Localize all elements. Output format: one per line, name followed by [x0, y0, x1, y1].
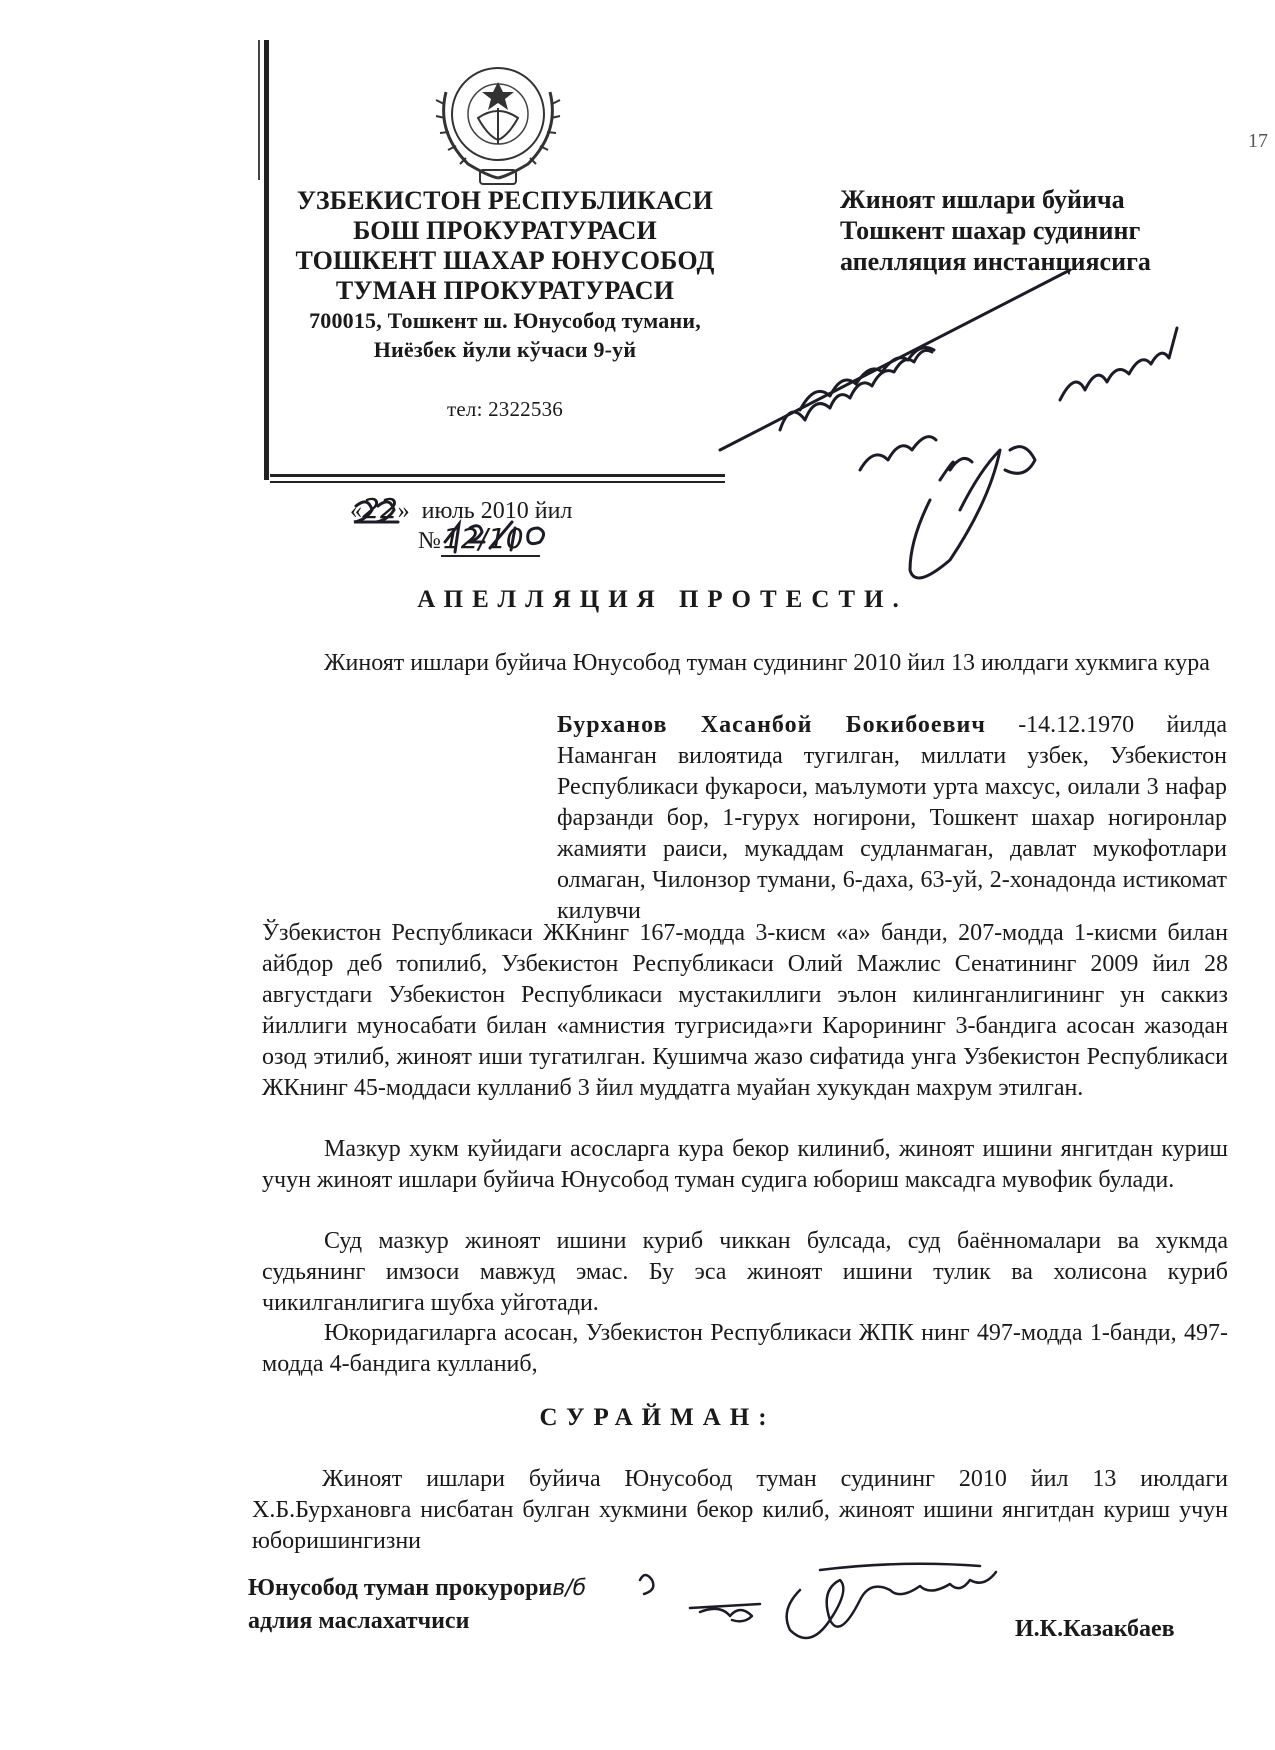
addressee-line-3: апелляция инстанциясига	[840, 247, 1151, 276]
addressee-line-2: Тошкент шахар судининг	[840, 216, 1141, 245]
basis-paragraph: Юкоридагиларга асосан, Узбекистон Республикаси ЖПК нинг 497-модда 1-банди, 497-модда 4-бандига кулланиб,	[262, 1320, 1228, 1377]
defendant-block	[557, 710, 1227, 927]
state-emblem-icon	[428, 52, 568, 188]
document-title: АПЕЛЛЯЦИЯ ПРОТЕСТИ.	[417, 586, 908, 613]
document-date	[350, 492, 572, 525]
date-open-quote: «	[350, 498, 362, 524]
org-address-1: 700015, Тошкент ш. Юнусобод тумани,	[309, 308, 701, 333]
addressee-block	[840, 184, 1260, 277]
grounds-paragraph: Мазкур хукм куйидаги асосларга кура бекор килиниб, жиноят ишини янгитдан куриш учун жиноят ишлари буйича Юнусобод туман судига юбориш максадга мувофик булади.	[262, 1136, 1228, 1193]
resolution-handwriting-icon	[720, 270, 1177, 578]
date-month-year: июль 2010 йил	[421, 498, 573, 524]
org-line-3: ТОШКЕНТ ШАХАР ЮНУСОБОД	[295, 246, 715, 275]
document-number	[418, 522, 540, 557]
org-line-2: БОШ ПРОКУРАТУРАСИ	[353, 216, 657, 245]
organization-header	[270, 186, 740, 424]
court-paragraph: Суд мазкур жиноят ишини куриб чиккан булсада, суд баённомалари ва хукмда судьянинг имзоси мавжуд эмас. Бу эса жиноят ишини тулик ва холисона куриб чикилганлигига шубха уйготади.	[262, 1228, 1228, 1316]
charge-paragraph: Ўзбекистон Республикаси ЖКнинг 167-модда 3-кисм «а» банди, 207-модда 1-кисми билан айбдор деб топилиб, Узбекистон Республикаси Олий Мажлис Сенатининг 2009 йил 28 августдаги Узбекистон Республикаси мустакиллиги эълон килинганлигининг ун саккиз йиллиги муносабати билан «амнистия тугрисида»ги Карорининг 3-бандига асосан жазодан озод этилиб, жиноят иши тугатилган. Кушимча жазо сифатида унга Узбекистон Республикаси ЖКнинг 45-моддаси кулланиб 3 йил муддатга муайан хукукдан махрум этилган.	[262, 920, 1228, 1101]
left-margin-rule-thin	[258, 40, 260, 180]
signature-icon	[640, 1564, 996, 1638]
number-value: 12/10	[442, 522, 524, 555]
left-margin-rule	[264, 40, 269, 480]
org-line-1: УЗБЕКИСТОН РЕСПУБЛИКАСИ	[296, 186, 714, 215]
addressee-line-1: Жиноят ишлари буйича	[840, 185, 1125, 214]
request-title: СУРАЙМАН:	[539, 1404, 776, 1431]
signatory-position	[248, 1572, 586, 1638]
org-phone: тел: 2322536	[447, 397, 563, 421]
org-line-4: ТУМАН ПРОКУРАТУРАСИ	[335, 276, 675, 305]
signatory-name: И.К.Казакбаев	[1015, 1616, 1175, 1642]
number-prefix: №	[418, 528, 441, 554]
request-paragraph: Жиноят ишлари буйича Юнусобод туман судининг 2010 йил 13 июлдаги Х.Б.Бурхановга нисбатан булган хукмини бекор килиб, жиноят ишини янгитдан куриш учун юборишингизни	[252, 1466, 1228, 1554]
date-day: 22	[362, 492, 398, 525]
signatory-handwritten-note: в/б	[552, 1576, 587, 1601]
margin-mark: 17	[1248, 130, 1268, 152]
header-rule-thick	[270, 474, 725, 477]
defendant-name: Бурханов Хасанбой Бокибоевич	[557, 712, 986, 738]
signatory-position-line-2: адлия маслахатчиси	[248, 1608, 470, 1634]
header-rule-thin	[270, 481, 725, 483]
intro-paragraph: Жиноят ишлари буйича Юнусобод туман судининг 2010 йил 13 июлдаги хукмига кура	[324, 650, 1210, 676]
defendant-details: -14.12.1970 йилда Наманган вилоятида тугилган, миллати узбек, Узбекистон Республикаси фукароси, маълумоти урта махсус, оилали 3 нафар фарзанди бор, 1-гурух ногирони, Тошкент шахар ногиронлар жамияти раиси, мукаддам судланмаган, давлат мукофотлари олмаган, Чилонзор тумани, 6-даха, 63-уй, 2-хонадонда истикомат килувчи	[557, 712, 1227, 924]
signatory-position-line-1: Юнусобод туман прокурори	[248, 1575, 553, 1601]
org-address-2: Ниёзбек йули кўчаси 9-уй	[373, 337, 637, 362]
date-close-quote: »	[397, 498, 410, 524]
